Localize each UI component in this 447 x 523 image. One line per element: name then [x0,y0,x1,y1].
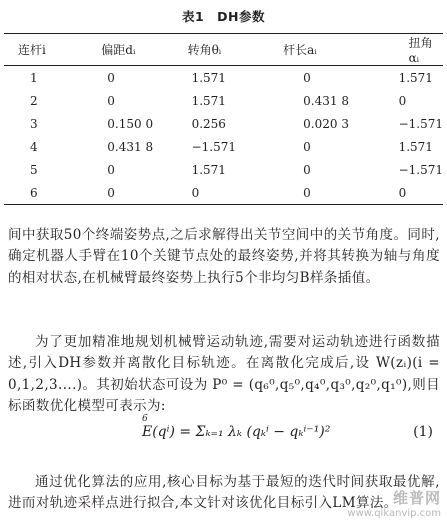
table-cell: 0.256 [191,116,226,131]
table-cell: 6 [30,185,38,200]
table-cell: 0 [107,70,115,85]
table-cell: 0 [398,93,407,108]
table-cell: 0 [303,139,311,154]
watermark-logo-text: 维普网 [392,489,441,507]
header-joint-angle: 转角θᵢ [187,43,222,57]
sum-upper-limit: 6 [142,414,148,424]
table-cell: 3 [30,116,38,131]
table-cell: 0 [191,185,200,200]
table-cell: 0 [398,185,407,200]
table-cell: 0 [303,185,311,200]
table-cell: 1.571 [398,139,433,154]
table-cell: 1.571 [398,70,433,85]
header-twist-angle: 扭角αᵢ [408,36,433,65]
table-row [4,66,443,90]
table-header-row [4,34,443,66]
dh-parameter-table [4,33,443,205]
paragraph-keypoints: 间中获取50个终端姿势点,之后求解得出关节空间中的关节角度。同时,确定机器人手臂在10个关键节点处的最终姿势,并将其转换为轴与角度的相对状态,在机械臂最终姿势上执行5个非均匀B样条插值。 [8,226,440,286]
header-link: 连杆i [18,43,46,57]
table-cell: −1.571 [398,116,443,131]
paragraph-trajectory: 为了更加精准地规划机械臂运动轨迹,需要对运动轨迹进行函数描述,引入DH参数并离散化目标轨迹。在离散化完成后,设 W(zᵢ)(i = 0,1,2,3....)。其初始状态可设为 P⁰ = (q₆⁰,q₅⁰,q₄⁰,q₃⁰,q₂⁰,q₁⁰),则目标函数优化模型可表示为: [8,333,440,414]
table-cell: 5 [30,162,38,177]
table-cell: 1.571 [191,93,226,108]
table-cell: 0.431 8 [107,139,154,154]
header-link-length: 杆长aᵢ [283,43,317,57]
table-cell: 2 [30,93,38,108]
paragraph-optimization: 通过优化算法的应用,核心目标为基于最短的迭代时间获取最优解,进而对轨迹采样点进行拟合,本文针对该优化目标引入LM算法。 [8,473,440,511]
table-row [4,112,443,135]
equation-number: (1) [413,424,433,440]
table-cell: 0.150 0 [107,116,154,131]
equation-formula [142,414,331,440]
table-cell: 4 [30,139,38,154]
table-row [4,158,443,181]
table-caption: 表1 DH参数 [181,9,266,24]
table-cell: −1.571 [191,139,236,154]
equation-body: E(qⁱ) = Σₖ₌₁ λₖ (qₖⁱ − qₖⁱ⁻¹)² [142,424,331,440]
table-cell: 0.020 3 [303,116,349,131]
table-cell: 1.571 [191,70,226,85]
table-cell: 0 [107,162,115,177]
watermark [347,487,441,519]
table-row [4,181,443,205]
table-cell: 0 [303,162,311,177]
table-row [4,135,443,158]
header-offset: 偏距dᵢ [101,43,136,57]
table-cell: 1.571 [191,162,226,177]
table-cell: 0 [107,185,115,200]
table-cell: −1.571 [398,162,443,177]
table-cell: 0 [303,70,311,85]
equation-1 [0,414,447,454]
table-cell: 1 [30,70,38,85]
table-row [4,89,443,112]
table-cell: 0 [107,93,115,108]
watermark-url: www.qikanvip.com [347,508,441,519]
table-cell: 0.431 8 [303,93,349,108]
